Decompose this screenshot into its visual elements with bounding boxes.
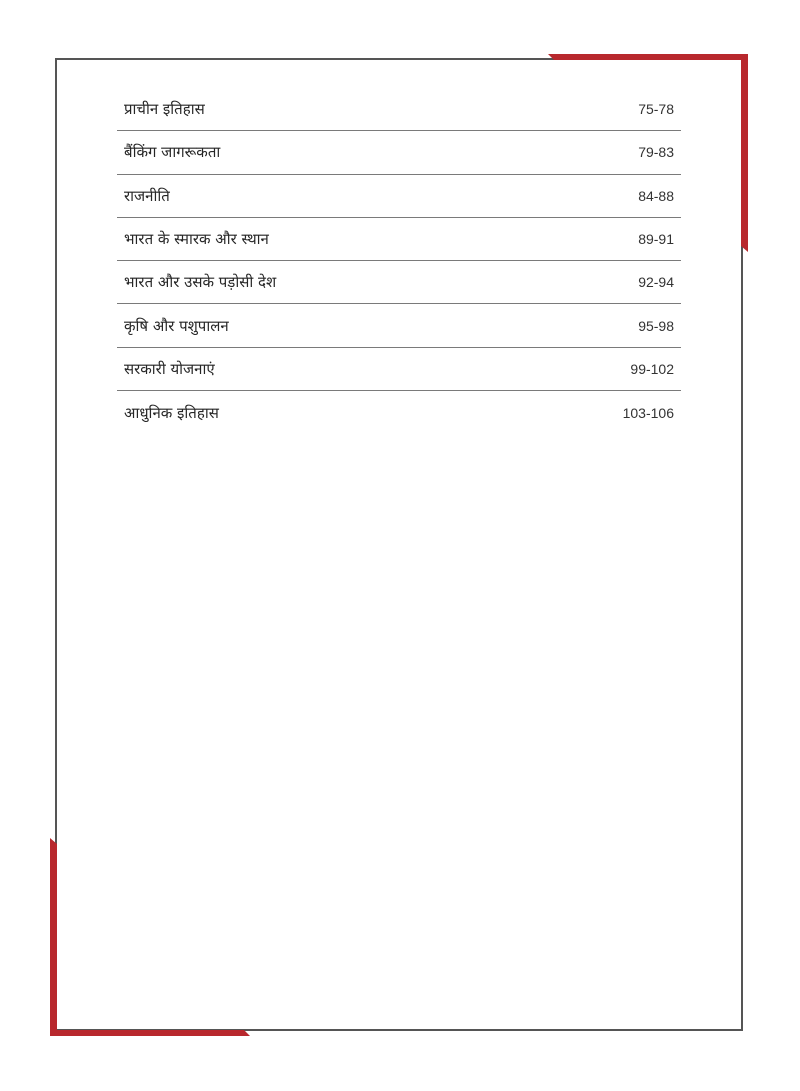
toc-entry-pages: 89-91 <box>638 231 674 248</box>
toc-entry-modern-history[interactable] <box>117 391 681 434</box>
corner-accent-top-right-vertical <box>741 54 748 252</box>
toc-entry-pages: 92-94 <box>638 274 674 291</box>
toc-entry-government-schemes[interactable] <box>117 348 681 391</box>
corner-accent-bottom-left-horizontal <box>50 1030 250 1036</box>
toc-entry-neighbouring-countries[interactable] <box>117 261 681 304</box>
toc-entry-title: भारत के स्मारक और स्थान <box>124 230 269 249</box>
toc-entry-pages: 95-98 <box>638 317 674 334</box>
toc-entry-title: कृषि और पशुपालन <box>124 316 229 335</box>
table-of-contents <box>117 88 681 434</box>
toc-entry-pages: 103-106 <box>622 404 674 421</box>
toc-entry-title: प्राचीन इतिहास <box>124 100 205 119</box>
toc-entry-monuments-places[interactable] <box>117 218 681 261</box>
toc-entry-title: राजनीति <box>124 186 170 205</box>
corner-accent-top-right-horizontal <box>548 54 748 60</box>
toc-entry-pages: 75-78 <box>638 101 674 118</box>
toc-entry-title: भारत और उसके पड़ोसी देश <box>124 273 277 292</box>
toc-entry-title: आधुनिक इतिहास <box>124 403 219 422</box>
toc-entry-pages: 79-83 <box>638 144 674 161</box>
toc-entry-polity[interactable] <box>117 175 681 218</box>
toc-entry-pages: 84-88 <box>638 187 674 204</box>
toc-entry-title: सरकारी योजनाएं <box>124 359 215 378</box>
toc-entry-pages: 99-102 <box>630 360 674 377</box>
corner-accent-bottom-left-vertical <box>50 838 57 1036</box>
toc-entry-ancient-history[interactable] <box>117 88 681 131</box>
toc-entry-title: बैंकिंग जागरूकता <box>124 143 221 162</box>
toc-entry-agriculture[interactable] <box>117 304 681 347</box>
toc-entry-banking-awareness[interactable] <box>117 131 681 174</box>
